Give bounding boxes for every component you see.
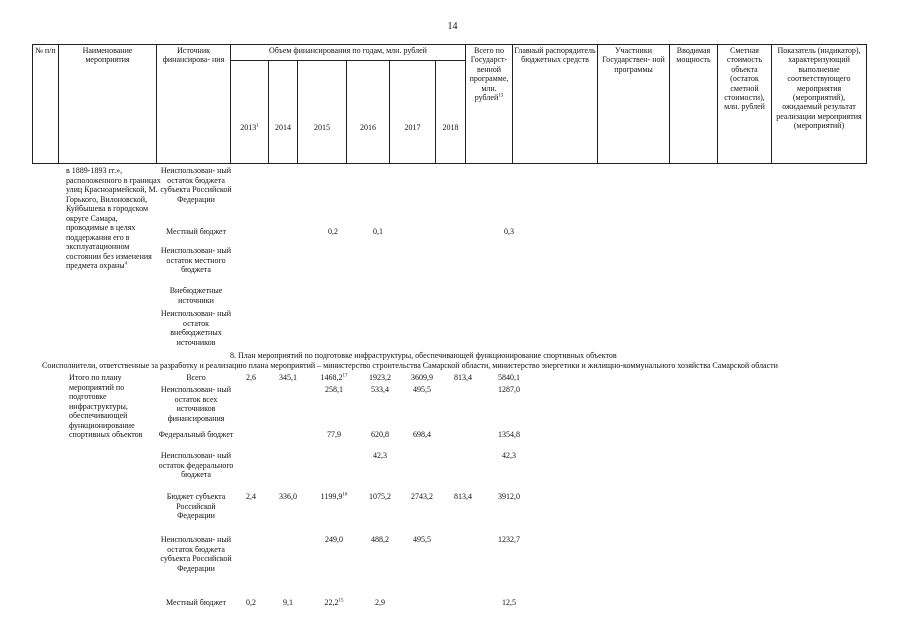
source-label: Неиспользован- ный остаток всех источников финансирования bbox=[160, 385, 232, 423]
value-2014: 336,0 bbox=[279, 492, 297, 501]
value-2016: 42,3 bbox=[373, 451, 387, 460]
value-2015: 258,1 bbox=[325, 385, 343, 394]
value-2015: 1468,2$^{17}$ bbox=[320, 373, 348, 382]
header-no: № п/п bbox=[33, 45, 59, 164]
value-2017: 698,4 bbox=[413, 430, 431, 439]
source-label: Всего bbox=[186, 373, 206, 382]
header-total: Всего по Государст- венной программе, млн. рублей$^{13}$ bbox=[466, 45, 513, 164]
header-year-2016: 2016 bbox=[347, 61, 390, 164]
source-label: Местный бюджет bbox=[166, 227, 226, 236]
header-year-2015: 2015 bbox=[298, 61, 347, 164]
value-total: 42,3 bbox=[502, 451, 516, 460]
value-total: 12,5 bbox=[502, 598, 516, 607]
value-total: 1354,8 bbox=[498, 430, 520, 439]
source-label: Неиспользован- ный остаток федерального бюджета bbox=[158, 451, 234, 479]
source-label: Неиспользован- ный остаток бюджета субъекта Российской Федерации bbox=[160, 166, 232, 204]
section-item-name: Итого по плану мероприятий по подготовке инфраструктуры, обеспечивающей функционирование спортивных объектов bbox=[69, 373, 143, 439]
value-2013: 2,6 bbox=[246, 373, 256, 382]
header-manager: Главный распорядитель бюджетных средств bbox=[513, 45, 598, 164]
section-coexecutors: Соисполнители, ответственные за разработку и реализацию плана мероприятий – министерство строительства Самарской области, министерство энергетики и жилищно-коммунального хозяйства Самарской области bbox=[42, 361, 778, 370]
source-label: Неиспользован- ный остаток внебюджетных источников bbox=[160, 309, 232, 347]
value-2017: 495,5 bbox=[413, 535, 431, 544]
value-2018: 813,4 bbox=[454, 373, 472, 382]
value-2016: 533,4 bbox=[371, 385, 389, 394]
value-2015: 22,2$^{15}$ bbox=[324, 598, 344, 607]
value-total: 1232,7 bbox=[498, 535, 520, 544]
value-2018: 813,4 bbox=[454, 492, 472, 501]
source-label: Бюджет субъекта Российской Федерации bbox=[166, 492, 226, 520]
value-2017: 495,5 bbox=[413, 385, 431, 394]
value-2013: 2,4 bbox=[246, 492, 256, 501]
header-participants: Участники Государствен- ной программы bbox=[598, 45, 670, 164]
value-2013: 0,2 bbox=[246, 598, 256, 607]
value-2015: 249,0 bbox=[325, 535, 343, 544]
header-name: Наименование мероприятия bbox=[59, 45, 157, 164]
item-name-continued: в 1889-1893 гг.», расположенного в границах улиц Красноармейской, М. Горького, Вилоновской, Куйбышева в городском округе Самара, проводимые в целях поддержания его в эксплуатационном состоянии без изменения предмета охраны$^4$ bbox=[66, 166, 161, 270]
header-year-2017: 2017 bbox=[390, 61, 436, 164]
header-year-2018: 2018 bbox=[436, 61, 466, 164]
value-2016: 0,1 bbox=[373, 227, 383, 236]
value-2017: 2743,2 bbox=[411, 492, 433, 501]
page-number: 14 bbox=[447, 21, 458, 32]
source-label: Местный бюджет bbox=[166, 598, 226, 607]
value-2016: 1075,2 bbox=[369, 492, 391, 501]
header-indicator: Показатель (индикатор), характеризующий выполнение соответствующего мероприятия (мероприятий), ожидаемый результат реализации мероприятия (мероприятий) bbox=[772, 45, 867, 164]
value-2016: 1923,2 bbox=[369, 373, 391, 382]
value-2016: 488,2 bbox=[371, 535, 389, 544]
value-total: 3912,0 bbox=[498, 492, 520, 501]
value-total: 5840,1 bbox=[498, 373, 520, 382]
table-header bbox=[32, 44, 867, 164]
source-label: Неиспользован- ный остаток бюджета субъекта Российской Федерации bbox=[160, 535, 232, 573]
source-label: Федеральный бюджет bbox=[158, 430, 234, 439]
header-capacity: Вводимая мощность bbox=[670, 45, 718, 164]
value-2015: 77,9 bbox=[327, 430, 341, 439]
header-estimate: Сметная стоимость объекта (остаток сметной стоимости), млн. рублей bbox=[718, 45, 772, 164]
value-2014: 345,1 bbox=[279, 373, 297, 382]
source-label: Неиспользован- ный остаток местного бюджета bbox=[160, 246, 232, 274]
value-2016: 620,8 bbox=[371, 430, 389, 439]
value-2015: 0,2 bbox=[328, 227, 338, 236]
section-title: 8. План мероприятий по подготовке инфраструктуры, обеспечивающей функционирование спортивных объектов bbox=[230, 351, 617, 360]
value-2017: 3609,9 bbox=[411, 373, 433, 382]
value-2015: 1199,9$^{16}$ bbox=[320, 492, 348, 501]
header-year-2014: 2014 bbox=[269, 61, 298, 164]
value-total: 1287,0 bbox=[498, 385, 520, 394]
value-2016: 2,9 bbox=[375, 598, 385, 607]
header-source: Источник финансирова- ния bbox=[157, 45, 231, 164]
value-2014: 9,1 bbox=[283, 598, 293, 607]
header-volume: Объем финансирования по годам, млн. рублей bbox=[231, 45, 466, 61]
header-year-2013: 2013$^1$ bbox=[231, 61, 269, 164]
value-total: 0,3 bbox=[504, 227, 514, 236]
source-label: Внебюджетные источники bbox=[169, 286, 223, 305]
